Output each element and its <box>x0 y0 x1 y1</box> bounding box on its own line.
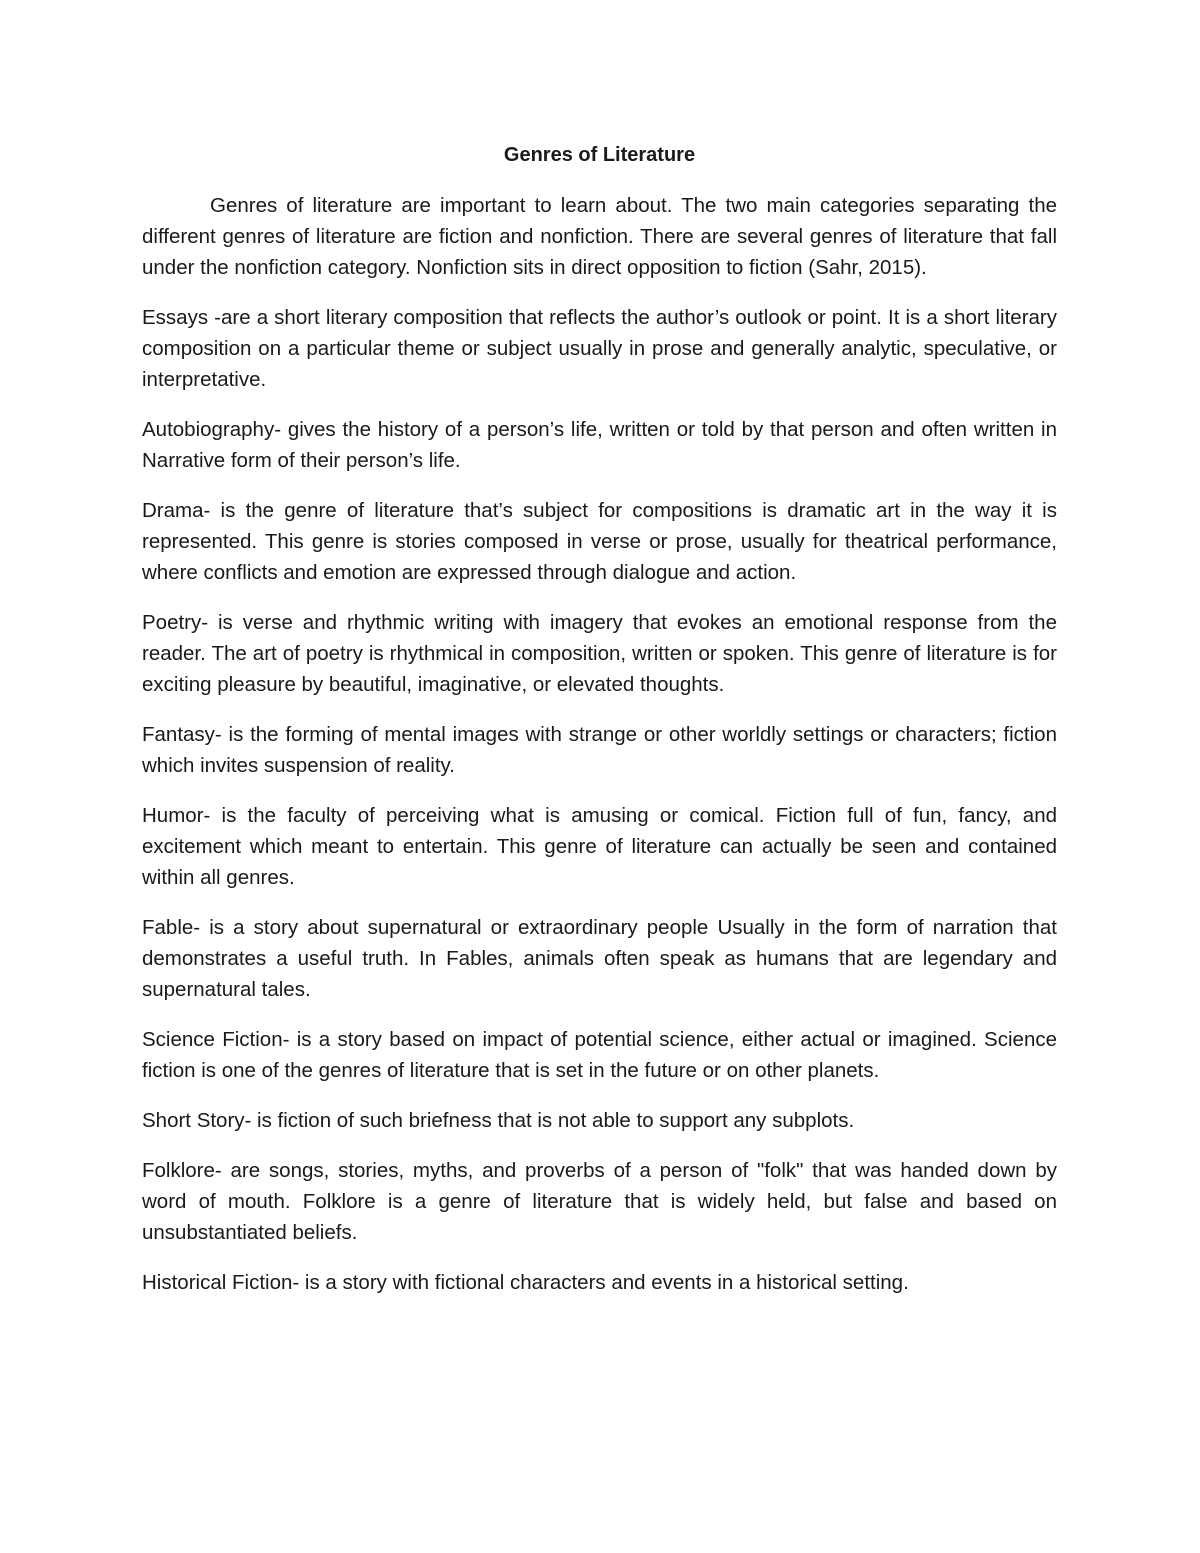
intro-paragraph: Genres of literature are important to learn about. The two main categories separating the different genres of literature are fiction and nonfiction. There are several genres of literature that fall under the nonfiction category. Nonfiction sits in direct opposition to fiction (Sahr, 2015). <box>142 194 1057 279</box>
document-body <box>142 140 1057 1317</box>
essays-paragraph: Essays -are a short literary composition that reflects the author’s outlook or point. It is a short literary composition on a particular theme or subject usually in prose and generally analytic, speculative, or interpretative. <box>142 306 1057 391</box>
historical-fiction-paragraph: Historical Fiction- is a story with fictional characters and events in a historical setting. <box>142 1271 909 1294</box>
poetry-paragraph: Poetry- is verse and rhythmic writing with imagery that evokes an emotional response from the reader. The art of poetry is rhythmical in composition, written or spoken. This genre of literature is for exciting pleasure by beautiful, imaginative, or elevated thoughts. <box>142 611 1057 696</box>
short-story-paragraph: Short Story- is fiction of such briefness that is not able to support any subplots. <box>142 1109 855 1132</box>
autobiography-paragraph: Autobiography- gives the history of a person’s life, written or told by that person and often written in Narrative form of their person’s life. <box>142 418 1057 472</box>
fantasy-paragraph: Fantasy- is the forming of mental images with strange or other worldly settings or characters; fiction which invites suspension of reality. <box>142 723 1057 777</box>
drama-paragraph: Drama- is the genre of literature that’s subject for compositions is dramatic art in the way it is represented. This genre is stories composed in verse or prose, usually for theatrical performance, where conflicts and emotion are expressed through dialogue and action. <box>142 499 1057 584</box>
document-title: Genres of Literature <box>503 144 696 166</box>
folklore-paragraph: Folklore- are songs, stories, myths, and proverbs of a person of "folk" that was handed down by word of mouth. Folklore is a genre of literature that is widely held, but false and based on unsubstantiated beliefs. <box>142 1159 1057 1244</box>
fable-paragraph: Fable- is a story about supernatural or extraordinary people Usually in the form of narration that demonstrates a useful truth. In Fables, animals often speak as humans that are legendary and supernatural tales. <box>142 916 1057 1001</box>
humor-paragraph: Humor- is the faculty of perceiving what is amusing or comical. Fiction full of fun, fancy, and excitement which meant to entertain. This genre of literature can actually be seen and contained within all genres. <box>142 804 1057 889</box>
science-fiction-paragraph: Science Fiction- is a story based on impact of potential science, either actual or imagined. Science fiction is one of the genres of literature that is set in the future or on other planets. <box>142 1028 1057 1082</box>
